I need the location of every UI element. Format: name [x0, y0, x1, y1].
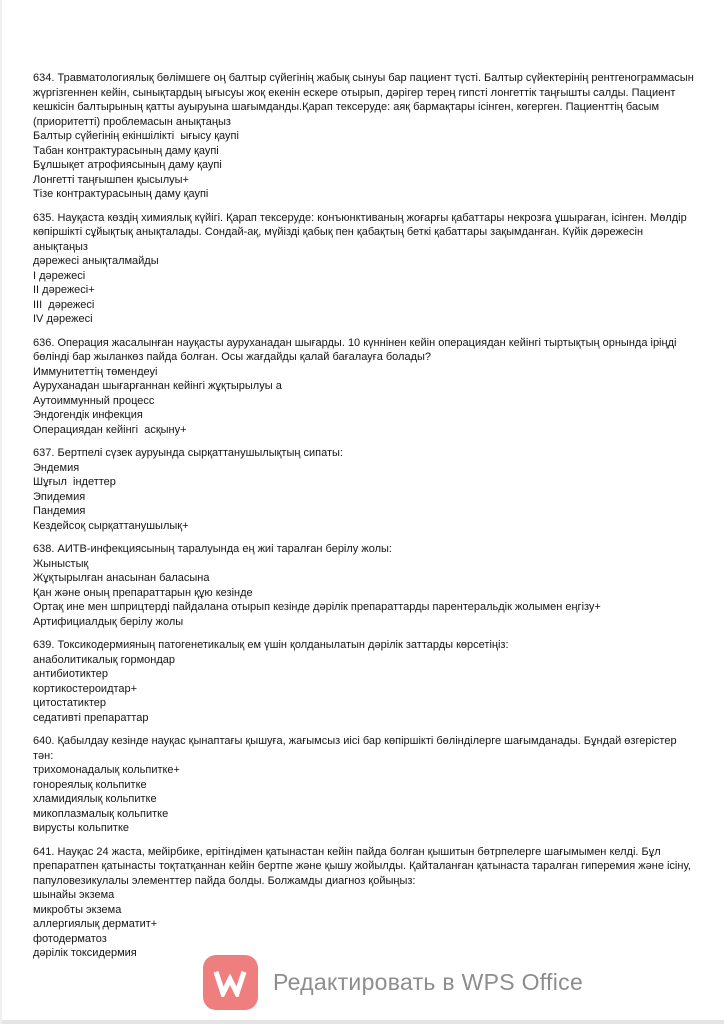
question-text	[33, 542, 697, 557]
answer-option: антибиотиктер	[33, 668, 108, 680]
answer-option: I дәрежесі	[33, 269, 86, 282]
answer-option: кортикостероидтар+	[33, 682, 138, 695]
answer-option: Иммунитеттің төмендеуі	[33, 365, 158, 378]
answer-option: Пандемия	[33, 505, 86, 517]
answer-option: Балтыр сүйегінің екіншілікті ығысу қаупі	[33, 130, 239, 142]
answer-option: аллергиялық дерматит+	[33, 918, 158, 930]
question-block	[33, 446, 697, 533]
question-number: 636.	[33, 336, 55, 349]
question-body: Науқаста көздің химиялық күйігі. Қарап тексеруде: конъюнктиваның жоғарғы қабаттары некрозға ұшыраған, ісінген. Мөлдір көпіршікті сұйықтық анықталады. Сондай-ақ, мүйізді қабық пен қабақтың беткі қабаттары зақымданған. Күйік дәрежесін анықтаңыз	[33, 211, 687, 253]
edit-in-wps-label: Редактировать в WPS Office	[272, 969, 584, 995]
question-number: 634.	[33, 72, 55, 84]
question-body: АИТВ-инфекциясының таралуында ең жиі таралған берілу жолы:	[57, 543, 392, 555]
answer-option: Табан контрактурасының даму қаупі	[33, 144, 219, 157]
question-number: 635.	[33, 211, 55, 224]
question-body: Травматологиялық бөлімшеге оң балтыр сүйегінің жабық сынуы бар пациент түсті. Балтыр сүйектерінің рентгенограммасын жүргізгеннен кейін, сынықтардың ығысуы жоқ екенін ескере отырып, дәрігер терең гипсті лонгеттік таңғышты салды. Пациент кешкісін балтырының қатты ауыруына шағымданды.Қарап тексеруде: аяқ бармақтары ісінген, көгерген. Пациенттің басым (приоритетті) проблемасын анықтаңыз	[33, 72, 694, 128]
answer-option: шынайы экзема	[33, 889, 115, 901]
wps-logo-icon	[203, 955, 258, 1010]
question-number: 640.	[33, 735, 55, 747]
answer-option: вирусты кольпитке	[33, 822, 130, 834]
answer-option: седативті препараттар	[33, 711, 149, 724]
answer-option: Ауруханадан шығарғаннан кейінгі жұқтырылуы а	[33, 380, 282, 392]
answer-option: Артифициалдық берілу жолы	[33, 615, 184, 628]
question-number: 638.	[33, 543, 55, 555]
answer-option: микоплазмалық кольпитке	[33, 807, 169, 820]
question-text	[33, 638, 697, 653]
answer-option: дәрілік токсидермия	[33, 947, 137, 959]
answer-option: II дәрежесі+	[33, 284, 95, 296]
answer-option: фотодерматоз	[33, 932, 107, 945]
answer-option: Эндогендік инфекция	[33, 409, 143, 421]
answer-option: Шұғыл індеттер	[33, 476, 116, 488]
question-text	[33, 734, 697, 763]
question-body: Бертпелі сүзек ауруында сырқаттанушылықтың сипаты:	[57, 447, 343, 459]
question-block	[33, 336, 697, 438]
question-text	[33, 211, 697, 255]
edit-in-wps-button[interactable]	[203, 955, 583, 1010]
answer-option: анаболитикалық гормондар	[33, 653, 176, 666]
question-number: 639.	[33, 639, 55, 651]
answer-option: Аутоиммунный процесс	[33, 394, 155, 407]
question-block	[33, 71, 697, 202]
wps-edit-banner	[2, 955, 724, 1010]
answer-option: гонореялық кольпитке	[33, 778, 147, 791]
answer-option: Жыныстық	[33, 557, 89, 570]
answer-option: Лонгетті таңғышпен қысылуы+	[33, 173, 189, 186]
answer-option: трихомонадалық кольпитке+	[33, 764, 180, 776]
question-body: Науқас 24 жаста, мейірбике, ерітіндімен қатынастан кейін пайда болған қышитын бөтрпелерге шағымымен келді. Бұл препаратпен қатынасты тоқтатқаннан кейін бертпе және қышу жойылды. Қайталанған қатынаста таралған гиперемия және ісіну, папуловезикулалы элементтер пайда болды. Болжамды диагноз қойыңыз:	[33, 845, 691, 887]
answer-option: Эпидемия	[33, 490, 86, 503]
question-block	[33, 845, 697, 961]
document-body	[33, 71, 697, 970]
question-text	[33, 336, 697, 365]
answer-option: Бұлшықет атрофиясының даму қаупі	[33, 159, 222, 171]
answer-option: цитостатиктер	[33, 697, 107, 709]
question-text	[33, 845, 697, 889]
question-block	[33, 734, 697, 836]
question-block	[33, 211, 697, 327]
page-bottom-edge	[2, 1020, 724, 1024]
answer-option: III дәрежесі	[33, 298, 95, 311]
question-body: Токсикодермияның патогенетикалық ем үшін қолданылатын дәрілік заттарды көрсетіңіз:	[57, 639, 509, 651]
answer-option: Қан және оның препараттарын құю кезінде	[33, 586, 253, 599]
answer-option: микробты экзема	[33, 903, 122, 916]
answer-option: Кездейсоқ сырқаттанушылық+	[33, 519, 189, 532]
question-block	[33, 638, 697, 725]
answer-option: дәрежесі анықталмайды	[33, 255, 159, 267]
answer-option: Жұқтырылған анасынан баласына	[33, 572, 210, 584]
question-body: Қабылдау кезінде науқас қынаптағы қышуға, жағымсыз иісі бар көпіршікті бөлінділерге шағымданады. Бұндай өзгерістер тән:	[33, 735, 677, 762]
answer-option: хламидиялық кольпитке	[33, 793, 157, 805]
answer-option: IV дәрежесі	[33, 313, 93, 325]
answer-option: Ортақ ине мен шприцтерді пайдалана отырып кезінде дәрілік препараттарды парентеральдік жолымен еңгізу+	[33, 601, 601, 613]
question-body: Операция жасалынған науқасты ауруханадан шығарды. 10 күннінен кейін операциядан кейінгі тыртықтың орнында іріңді бөлінді бар жыланкөз пайда болған. Осы жағдайды қалай бағалауға болады?	[33, 336, 677, 363]
question-text	[33, 71, 697, 129]
answer-option: Эндемия	[33, 461, 80, 474]
answer-option: Тізе контрактурасының даму қаупі	[33, 188, 209, 200]
question-text	[33, 446, 697, 461]
question-number: 637.	[33, 447, 55, 459]
question-block	[33, 542, 697, 629]
question-number: 641.	[33, 845, 55, 858]
answer-option: Операциядан кейінгі асқыну+	[33, 423, 187, 436]
